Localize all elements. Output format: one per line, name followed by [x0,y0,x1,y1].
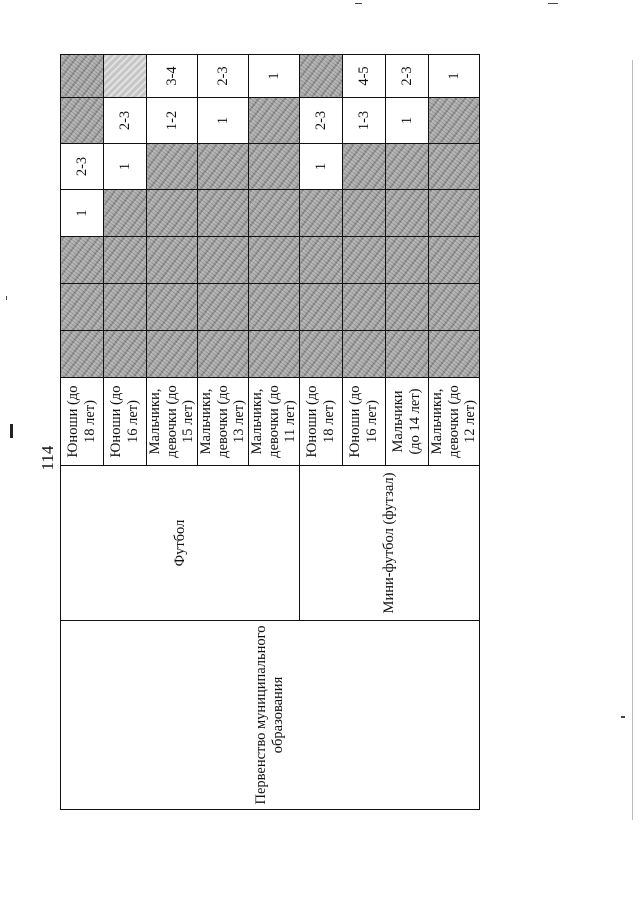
grade-cell: 2-3 [61,144,104,190]
grade-cell [104,331,147,378]
grade-cell [249,98,300,144]
scan-artifact-dot [355,3,362,4]
scan-artifact-mark [10,424,13,438]
category-cell: Юноши (до 18 лет) [300,378,343,466]
grade-cell [429,144,480,190]
grade-cell [386,144,429,190]
grade-cell [343,144,386,190]
grade-cell: 1 [249,55,300,98]
category-cell: Мальчики (до 14 лет) [386,378,429,466]
grade-cell [300,237,343,284]
grade-cell: 2-3 [300,98,343,144]
grade-cell: 3-4 [147,55,198,98]
grade-cell [147,144,198,190]
category-cell: Юноши (до 16 лет) [104,378,147,466]
grade-cell [386,237,429,284]
sport-cell-futsal: Мини-футбол (футзал) [300,466,480,621]
grade-cell: 1-2 [147,98,198,144]
grade-cell [198,237,249,284]
event-cell: Первенство муниципального образования [61,621,480,810]
grade-cell [104,284,147,331]
grade-cell [300,331,343,378]
grade-cell: 1 [386,98,429,144]
table-row [61,55,104,810]
results-table-rotated [60,55,479,810]
grade-cell [343,237,386,284]
sport-cell-football: Футбол [61,466,300,621]
grade-cell [147,237,198,284]
grade-cell [429,237,480,284]
grade-cell [386,284,429,331]
grade-cell [429,331,480,378]
grade-cell [249,237,300,284]
grade-cell [61,98,104,144]
category-cell: Мальчики, девочки (до 11 лет) [249,378,300,466]
scan-edge-shadow [632,60,633,820]
category-cell: Юноши (до 16 лет) [343,378,386,466]
scan-artifact-dot [548,3,558,4]
grade-cell [249,144,300,190]
category-cell: Мальчики, девочки (до 15 лет) [147,378,198,466]
grade-cell [61,331,104,378]
scan-artifact-dot [6,296,7,300]
grade-cell [343,284,386,331]
category-cell: Мальчики, девочки (до 13 лет) [198,378,249,466]
grade-cell [198,331,249,378]
grade-cell [147,284,198,331]
grade-cell [249,190,300,237]
category-cell: Юноши (до 18 лет) [61,378,104,466]
grade-cell: 1 [429,55,480,98]
grade-cell: 1 [61,190,104,237]
grade-cell [61,55,104,98]
grade-cell [104,237,147,284]
grade-cell [300,55,343,98]
scan-artifact-dot [621,716,625,718]
results-table [60,54,480,810]
grade-cell [104,55,147,98]
grade-cell: 2-3 [104,98,147,144]
grade-cell [343,190,386,237]
grade-cell [429,98,480,144]
grade-cell: 1 [104,144,147,190]
grade-cell [249,284,300,331]
grade-cell [343,331,386,378]
grade-cell [198,284,249,331]
grade-cell [429,284,480,331]
grade-cell [386,331,429,378]
grade-cell: 1-3 [343,98,386,144]
grade-cell [198,144,249,190]
grade-cell: 2-3 [386,55,429,98]
grade-cell [386,190,429,237]
grade-cell: 1 [300,144,343,190]
grade-cell [147,331,198,378]
grade-cell [429,190,480,237]
page-number: 114 [38,445,57,471]
category-cell: Мальчики, девочки (до 12 лет) [429,378,480,466]
grade-cell [300,284,343,331]
grade-cell: 1 [198,98,249,144]
grade-cell [147,190,198,237]
grade-cell: 4-5 [343,55,386,98]
grade-cell [300,190,343,237]
grade-cell: 2-3 [198,55,249,98]
grade-cell [61,284,104,331]
grade-cell [104,190,147,237]
grade-cell [198,190,249,237]
grade-cell [249,331,300,378]
grade-cell [61,237,104,284]
